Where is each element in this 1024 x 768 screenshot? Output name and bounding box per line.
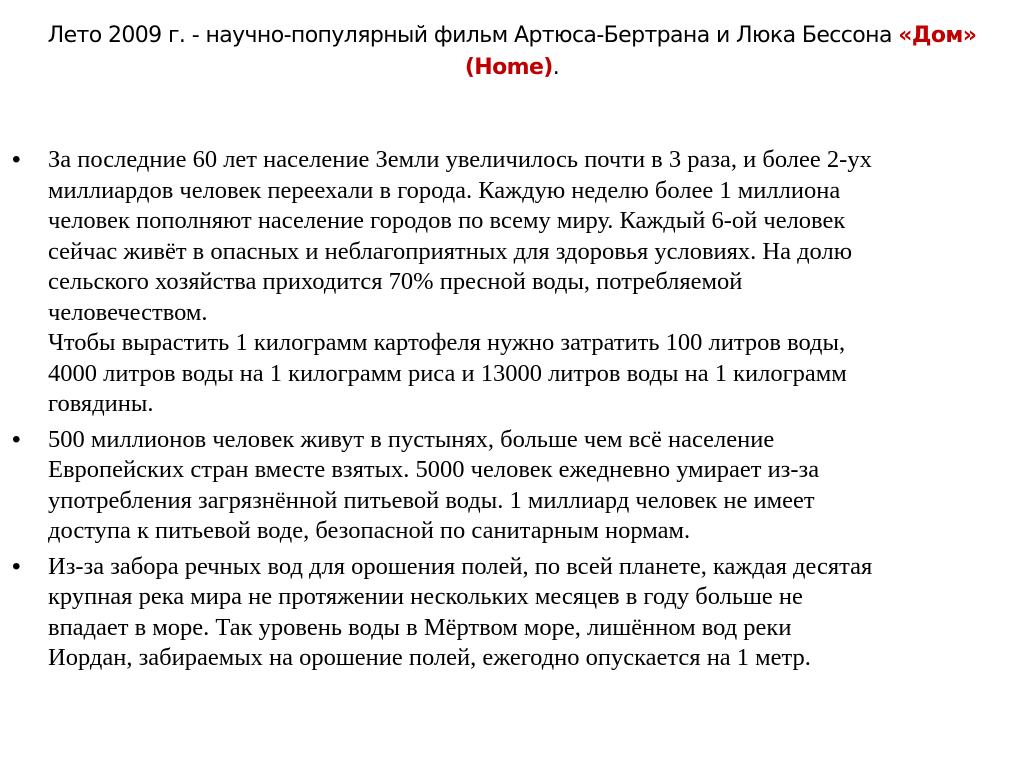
- bullet-line: сейчас живёт в опасных и неблагоприятных для здоровья условиях. На долю: [48, 237, 853, 265]
- bullet-line: миллиардов человек переехали в города. Каждую неделю более 1 миллиона: [48, 176, 841, 204]
- bullet-line: Чтобы вырастить 1 килограмм картофеля нужно затратить 100 литров воды,: [48, 329, 846, 356]
- slide-title: [10, 20, 1014, 84]
- bullet-deserts: [0, 425, 1024, 547]
- bullet-line: Иордан, забираемых на орошение полей, ежегодно опускается на 1 метр.: [48, 644, 811, 671]
- bullet-line: доступа к питьевой воде, безопасной по санитарным нормам.: [48, 517, 691, 544]
- bullet-population: [0, 145, 1024, 420]
- bullet-marker: •: [12, 552, 21, 580]
- bullet-line: употребления загрязнённой питьевой воды. 1 миллиард человек не имеет: [48, 486, 815, 514]
- title-text: Лето 2009 г. - научно-популярный фильм Артюса-Бертрана и Люка Бессона: [47, 23, 899, 48]
- bullet-marker: •: [12, 146, 21, 173]
- title-film-name-ru: «Дом»: [898, 23, 977, 48]
- title-film-name-en: (Home): [464, 55, 553, 80]
- bullet-marker: •: [12, 425, 21, 453]
- bullet-line: За последние 60 лет население Земли увеличилось почти в 3 раза, и более 2-ух: [48, 146, 872, 173]
- bullet-line: крупная река мира не протяжении нескольких месяцев в году больше не: [48, 583, 803, 610]
- bullet-line: Европейских стран вместе взятых. 5000 человек ежедневно умирает из-за: [48, 456, 820, 483]
- bullet-line: человек пополняют население городов по всему миру. Каждый 6-ой человек: [48, 207, 846, 234]
- bullet-line: 500 миллионов человек живут в пустынях, больше чем всё население: [48, 425, 775, 453]
- bullet-line: Из-за забора речных вод для орошения полей, по всей планете, каждая десятая: [48, 552, 873, 580]
- title-period: .: [552, 55, 560, 80]
- bullet-line: 4000 литров воды на 1 килограмм риса и 13000 литров воды на 1 килограмм: [48, 359, 847, 387]
- bullet-list: [0, 145, 1024, 679]
- bullet-line: впадает в море. Так уровень воды в Мёртвом море, лишённом вод реки: [48, 613, 792, 641]
- bullet-line: сельского хозяйства приходится 70% пресной воды, потребляемой: [48, 268, 743, 295]
- bullet-rivers: [0, 552, 1024, 674]
- bullet-line: говядины.: [48, 390, 154, 417]
- bullet-line: человечеством.: [48, 298, 208, 326]
